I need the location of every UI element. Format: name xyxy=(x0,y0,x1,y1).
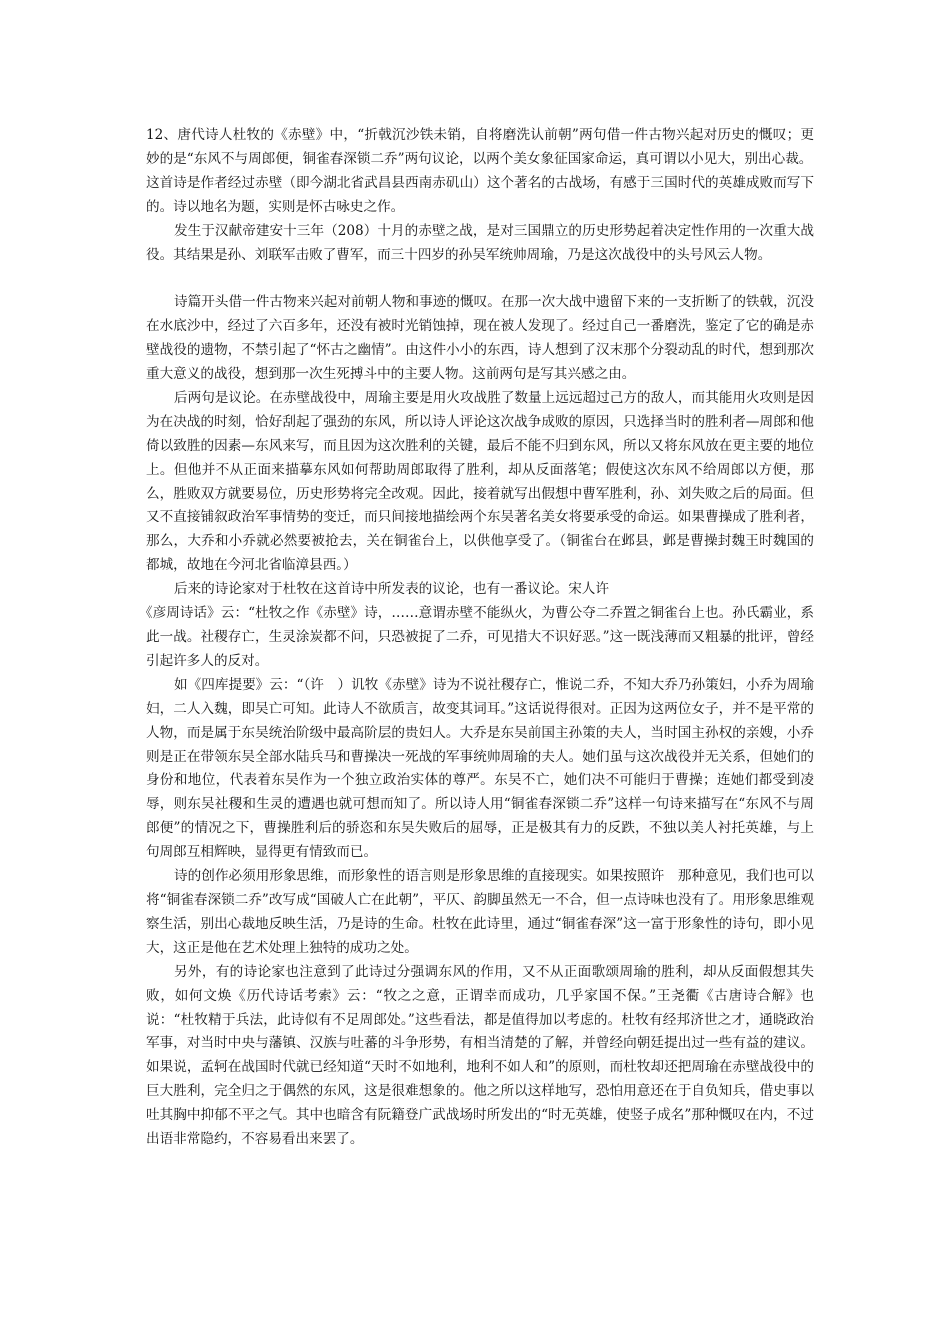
paragraph-other-critics: 另外，有的诗论家也注意到了此诗过分强调东风的作用，又不从正面歌颂周瑜的胜利，却从反面假想其失败，如何文焕《历代诗话考索》云：“牧之之意，正谓幸而成功，几乎家国不保。”王尧衢《古唐诗合解》也说：“杜牧精于兵法，此诗似有不足周郎处。”这些看法，都是值得加以考虑的。杜牧有经邦济世之才，通晓政治军事，对当时中央与藩镇、汉族与吐蕃的斗争形势，有相当清楚的了解，并曾经向朝廷提出过一些有益的建议。如果说，孟轲在战国时代就已经知道“天时不如地利，地利不如人和”的原则，而杜牧却还把周瑜在赤壁战役中的巨大胜利，完全归之于偶然的东风，这是很难想象的。他之所以这样地写，恐怕用意还在于自负知兵，借史事以吐其胸中抑郁不平之气。其中也暗含有阮籍登广武战场时所发出的“时无英雄，使竖子成名”那种慨叹在内，不过出语非常隐约，不容易看出来罢了。 xyxy=(146,963,814,1148)
paragraph-intro: 这首诗是作者经过赤壁（即今湖北省武昌县西南赤矶山）这个著名的古战场，有感于三国时代的英雄成败而写下的。诗以地名为题，实则是怀古咏史之作。 xyxy=(146,174,814,215)
paragraph-image-thinking: 诗的创作必须用形象思维，而形象性的语言则是形象思维的直接现实。如果按照许 那种意见，我们也可以将“铜雀春深锁二乔”改写成“国破人亡在此朝”，平仄、韵脚虽然无一不合，但一点诗味也没有了。用形象思维观察生活，别出心裁地反映生活，乃是诗的生命。杜牧在此诗里，通过“铜雀春深”这一富于形象性的诗句，即小见大，这正是他在艺术处理上独特的成功之处。 xyxy=(146,868,814,956)
document-body xyxy=(139,124,814,1152)
paragraph-quote-yanzhou: 《彦周诗话》云：“杜牧之作《赤壁》诗，……意谓赤壁不能纵火，为曹公夺二乔置之铜雀台上也。孙氏霸业，系此一战。社稷存亡，生灵涂炭都不问，只恐被捉了二乔，可见措大不识好恶。”这一既浅薄而又粗暴的批评，曾经引起许多人的反对。 xyxy=(139,605,814,669)
paragraph-argument: 后两句是议论。在赤壁战役中，周瑜主要是用火攻战胜了数量上远远超过己方的敌人，而其能用火攻则是因为在决战的时刻，恰好刮起了强劲的东风，所以诗人评论这次战争成败的原因，只选择当时的胜利者—周郎和他倚以致胜的因素—东风来写，而且因为这次胜利的关键，最后不能不归到东风，所以又将东风放在更主要的地位上。但他并不从正面来描摹东风如何帮助周郎取得了胜利，却从反面落笔；假使这次东风不给周郎以方便，那么，胜败双方就要易位，历史形势将完全改观。因此，接着就写出假想中曹军胜利，孙、刘失败之后的局面。但又不直接铺叙政治军事情势的变迁，而只间接地描绘两个东吴著名美女将要承受的命运。如果曹操成了胜利者，那么，大乔和小乔就必然要被抢去，关在铜雀台上，以供他享受了。（铜雀台在邺县，邺是曹操封魏王时魏国的都城，故地在今河北省临漳县西。） xyxy=(146,389,814,574)
paragraph-siku-tiyao: 如《四库提要》云：“（许 ）讥牧《赤壁》诗为不说社稷存亡，惟说二乔，不知大乔乃孙策妇，小乔为周瑜妇，二人入魏，即吴亡可知。此诗人不欲质言，故变其词耳。”这话说得很对。正因为这两位女子，并不是平常的人物，而是属于东吴统治阶级中最高阶层的贵妇人。大乔是东吴前国主孙策的夫人，当时国主孙权的亲嫂，小乔则是正在带领东吴全部水陆兵马和曹操决一死战的军事统帅周瑜的夫人。她们虽与这次战役并无关系，但她们的身份和地位，代表着东吴作为一个独立政治实体的尊严。东吴不亡，她们决不可能归于曹操；连她们都受到凌辱，则东吴社稷和生灵的遭遇也就可想而知了。所以诗人用“铜雀春深锁二乔”这样一句诗来描写在“东风不与周郎便”的情况之下，曹操胜利后的骄恣和东吴失败后的屈辱，正是极其有力的反跌，不独以美人衬托英雄，与上句周郎互相辉映，显得更有情致而已。 xyxy=(146,676,814,861)
paragraph-later-critics: 后来的诗论家对于杜牧在这首诗中所发表的议论，也有一番议论。宋人许 xyxy=(174,581,609,598)
paragraph-opening-analysis: 诗篇开头借一件古物来兴起对前朝人物和事迹的慨叹。在那一次大战中遗留下来的一支折断了的铁戟，沉没在水底沙中，经过了六百多年，还没有被时光销蚀掉，现在被人发现了。经过自己一番磨洗，鉴定了它的确是赤壁战役的遗物，不禁引起了“怀古之幽情”。由这件小小的东西，诗人想到了汉末那个分裂动乱的时代，想到那次重大意义的战役，想到那一次生死搏斗中的主要人物。这前两句是写其兴感之由。 xyxy=(146,294,814,383)
paragraph-spacer xyxy=(146,267,814,291)
question-paragraph: 12、唐代诗人杜牧的《赤壁》中，“折戟沉沙铁未销，自将磨洗认前朝”两句借一件古物兴起对历史的慨叹；更妙的是“东风不与周郎便，铜雀春深锁二乔”两句议论，以两个美女象征国家命运，真可谓以小见大，别出心裁。 xyxy=(146,127,814,167)
paragraph-background: 发生于汉献帝建安十三年（208）十月的赤壁之战，是对三国鼎立的历史形势起着决定性作用的一次重大战役。其结果是孙、刘联军击败了曹军，而三十四岁的孙吴军统帅周瑜，乃是这次战役中的头号风云人物。 xyxy=(146,222,814,263)
